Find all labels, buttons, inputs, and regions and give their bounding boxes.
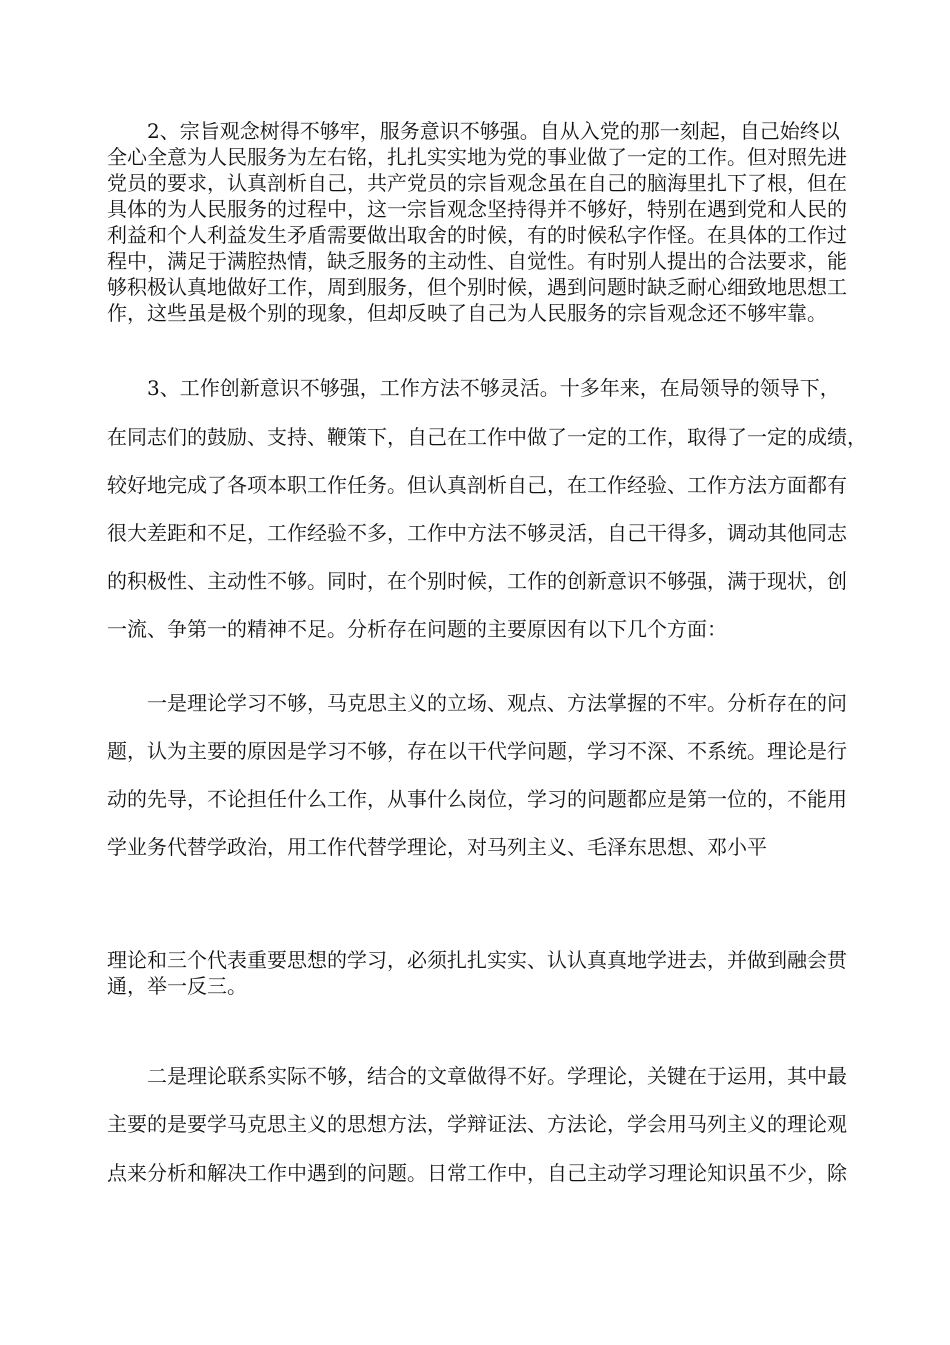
text-line: 学业务代替学政治，用工作代替学理论，对马列主义、毛泽东思想、邓小平: [107, 835, 767, 859]
text-line: 较好地完成了各项本职工作任务。但认真剖析自己，在工作经验、工作方法方面都有: [107, 473, 847, 497]
text-line: 具体的为人民服务的过程中，这一宗旨观念坚持得并不够好，特别在遇到党和人民的: [107, 197, 847, 221]
text-line: 程中，满足于满腔热情，缺乏服务的主动性、自觉性。有时别人提出的合法要求，能: [107, 249, 847, 273]
text-line: 很大差距和不足，工作经验不多，工作中方法不够灵活，自己干得多，调动其他同志: [107, 521, 847, 545]
text-line: 的积极性、主动性不够。同时，在个别时候，工作的创新意识不够强，满于现状，创: [107, 569, 847, 593]
text-line: 3、工作创新意识不够强，工作方法不够灵活。十多年来，在局领导的领导下，: [147, 376, 840, 400]
text-line: 通，举一反三。: [107, 974, 247, 998]
text-line: 一流、争第一的精神不足。分析存在问题的主要原因有以下几个方面：: [107, 617, 727, 641]
text-line: 二是理论联系实际不够，结合的文章做得不好。学理论，关键在于运用，其中最: [147, 1064, 847, 1088]
text-line: 党员的要求，认真剖析自己，共产党员的宗旨观念虽在自己的脑海里扎下了根，但在: [107, 171, 847, 195]
text-line: 理论和三个代表重要思想的学习，必须扎扎实实、认认真真地学进去，并做到融会贯: [107, 948, 847, 972]
text-line: 作，这些虽是极个别的现象，但却反映了自己为人民服务的宗旨观念还不够牢靠。: [107, 301, 827, 325]
text-line: 动的先导，不论担任什么工作，从事什么岗位，学习的问题都应是第一位的，不能用: [107, 787, 847, 811]
text-line: 主要的是要学马克思主义的思想方法，学辩证法、方法论，学会用马列主义的理论观: [107, 1112, 847, 1136]
text-line: 一是理论学习不够，马克思主义的立场、观点、方法掌握的不牢。分析存在的问: [147, 691, 847, 715]
text-line: 题，认为主要的原因是学习不够，存在以干代学问题，学习不深、不系统。理论是行: [107, 739, 847, 763]
text-line: 在同志们的鼓励、支持、鞭策下，自己在工作中做了一定的工作，取得了一定的成绩，: [107, 425, 867, 449]
text-line: 利益和个人利益发生矛盾需要做出取舍的时候，有的时候私字作怪。在具体的工作过: [107, 223, 847, 247]
text-line: 点来分析和解决工作中遇到的问题。日常工作中，自己主动学习理论知识虽不少，除: [107, 1161, 847, 1185]
text-line: 够积极认真地做好工作，周到服务，但个别时候，遇到问题时缺乏耐心细致地思想工: [107, 275, 847, 299]
text-line: 2、宗旨观念树得不够牢，服务意识不够强。自从入党的那一刻起，自己始终以: [147, 119, 840, 143]
text-line: 全心全意为人民服务为左右铭，扎扎实实地为党的事业做了一定的工作。但对照先进: [107, 145, 847, 169]
